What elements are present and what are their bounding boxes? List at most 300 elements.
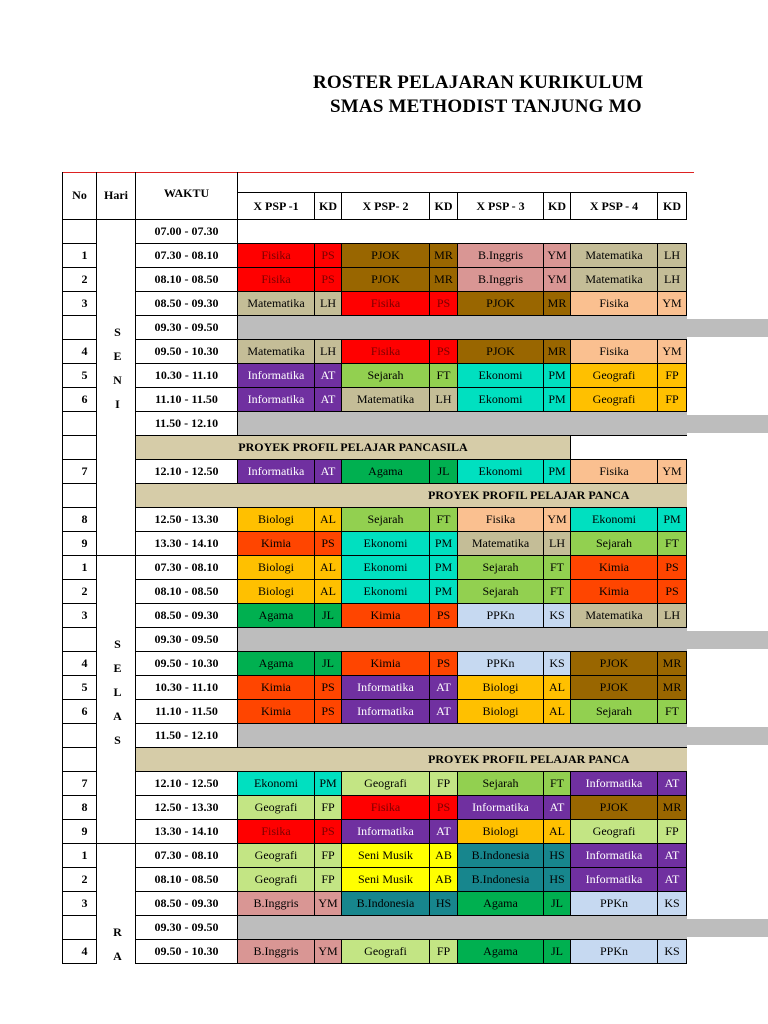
subject-cell: Kimia (238, 700, 315, 724)
subject-cell: Seni Musik (342, 844, 430, 868)
row-number: 3 (63, 604, 97, 628)
teacher-code-cell: MR (430, 268, 458, 292)
row-number-empty (63, 484, 97, 508)
schedule-row (63, 940, 687, 964)
subject-cell: Informatika (342, 676, 430, 700)
subject-cell: Fisika (342, 340, 430, 364)
header-kd-2: KD (430, 193, 458, 220)
teacher-code-cell: AT (430, 820, 458, 844)
schedule-row (63, 268, 687, 292)
teacher-code-cell: AT (658, 868, 687, 892)
time-slot: 10.30 - 11.10 (136, 676, 238, 700)
teacher-code-cell: FT (658, 700, 687, 724)
teacher-code-cell: MR (544, 340, 571, 364)
time-slot: 13.30 - 14.10 (136, 532, 238, 556)
subject-cell: Informatika (571, 844, 658, 868)
subject-cell: Sejarah (571, 700, 658, 724)
subject-cell: PPKn (571, 940, 658, 964)
subject-cell: Geografi (238, 868, 315, 892)
day-letter (97, 532, 136, 556)
header-class-4: X PSP - 4 (571, 193, 658, 220)
day-letter: L (97, 676, 136, 700)
time-slot: 09.30 - 09.50 (136, 316, 238, 340)
schedule-row (63, 388, 687, 412)
break-bar-extension (687, 319, 768, 337)
subject-cell: PJOK (458, 292, 544, 316)
day-letter: N (97, 364, 136, 388)
row-number: 7 (63, 772, 97, 796)
teacher-code-cell: FP (658, 388, 687, 412)
teacher-code-cell: LH (315, 340, 342, 364)
teacher-code-cell: HS (544, 844, 571, 868)
teacher-code-cell: JL (544, 892, 571, 916)
day-letter (97, 556, 136, 580)
proyek-banner: PROYEK PROFIL PELAJAR PANCA (136, 748, 687, 772)
time-slot: 11.50 - 12.10 (136, 412, 238, 436)
day-letter: S (97, 628, 136, 652)
teacher-code-cell: FP (658, 820, 687, 844)
subject-cell: PJOK (571, 652, 658, 676)
row-number: 4 (63, 652, 97, 676)
teacher-code-cell: FT (658, 532, 687, 556)
row-number: 1 (63, 844, 97, 868)
teacher-code-cell: JL (544, 940, 571, 964)
proyek-banner: PROYEK PROFIL PELAJAR PANCA (136, 484, 687, 508)
schedule-row (63, 652, 687, 676)
teacher-code-cell: YM (315, 892, 342, 916)
teacher-code-cell: PM (315, 772, 342, 796)
row-number: 1 (63, 556, 97, 580)
subject-cell: Sejarah (458, 556, 544, 580)
subject-cell: Matematika (571, 268, 658, 292)
subject-cell: Biologi (458, 700, 544, 724)
subject-cell: Fisika (238, 268, 315, 292)
subject-cell: Informatika (238, 388, 315, 412)
subject-cell: B.Indonesia (458, 868, 544, 892)
subject-cell: Informatika (238, 460, 315, 484)
break-bar (238, 724, 687, 748)
schedule-row (63, 724, 687, 748)
subject-cell: Ekonomi (458, 460, 544, 484)
schedule-row (63, 748, 687, 772)
schedule-row (63, 676, 687, 700)
day-letter: R (97, 916, 136, 940)
subject-cell: Informatika (238, 364, 315, 388)
time-slot: 11.50 - 12.10 (136, 724, 238, 748)
time-slot: 08.50 - 09.30 (136, 604, 238, 628)
row-number (63, 412, 97, 436)
time-slot: 07.30 - 08.10 (136, 844, 238, 868)
row-number: 9 (63, 532, 97, 556)
subject-cell: Informatika (342, 700, 430, 724)
subject-cell: B.Indonesia (342, 892, 430, 916)
row-number-empty (63, 436, 97, 460)
day-letter (97, 868, 136, 892)
teacher-code-cell: YM (544, 508, 571, 532)
row-number (63, 724, 97, 748)
teacher-code-cell: FT (430, 364, 458, 388)
subject-cell: Matematika (571, 244, 658, 268)
subject-cell: Ekonomi (238, 772, 315, 796)
subject-cell: Matematika (238, 292, 315, 316)
schedule-row (63, 892, 687, 916)
teacher-code-cell: AL (544, 676, 571, 700)
subject-cell: Seni Musik (342, 868, 430, 892)
teacher-code-cell: AT (430, 700, 458, 724)
schedule-row (63, 412, 687, 436)
teacher-code-cell: HS (544, 868, 571, 892)
subject-cell: Ekonomi (342, 556, 430, 580)
time-slot: 07.30 - 08.10 (136, 244, 238, 268)
subject-cell: Informatika (342, 820, 430, 844)
subject-cell: Sejarah (458, 772, 544, 796)
time-slot: 12.10 - 12.50 (136, 460, 238, 484)
row-number: 6 (63, 700, 97, 724)
day-letter (97, 604, 136, 628)
subject-cell: Fisika (342, 292, 430, 316)
day-letter (97, 268, 136, 292)
teacher-code-cell: PS (315, 700, 342, 724)
schedule-row (63, 820, 687, 844)
schedule-row (63, 916, 687, 940)
header-class-2: X PSP- 2 (342, 193, 430, 220)
break-bar (238, 628, 687, 652)
subject-cell: PJOK (571, 796, 658, 820)
teacher-code-cell: PS (658, 556, 687, 580)
subject-cell: Kimia (238, 676, 315, 700)
day-letter (97, 772, 136, 796)
teacher-code-cell: PS (430, 292, 458, 316)
subject-cell: Geografi (238, 796, 315, 820)
schedule-row (63, 460, 687, 484)
teacher-code-cell: FP (430, 772, 458, 796)
schedule-row (63, 436, 687, 460)
schedule-row (63, 364, 687, 388)
teacher-code-cell: AT (315, 364, 342, 388)
subject-cell: PJOK (458, 340, 544, 364)
teacher-code-cell: AB (430, 844, 458, 868)
schedule-row (63, 796, 687, 820)
schedule-row (63, 508, 687, 532)
subject-cell: Kimia (342, 652, 430, 676)
teacher-code-cell: YM (658, 292, 687, 316)
subject-cell: PPKn (571, 892, 658, 916)
teacher-code-cell: LH (544, 532, 571, 556)
roster-table (62, 172, 687, 964)
teacher-code-cell: AT (658, 844, 687, 868)
schedule-row (63, 484, 687, 508)
teacher-code-cell: MR (544, 292, 571, 316)
teacher-code-cell: MR (658, 796, 687, 820)
header-waktu: WAKTU (136, 172, 238, 220)
teacher-code-cell: AL (544, 820, 571, 844)
teacher-code-cell: YM (544, 268, 571, 292)
teacher-code-cell: AT (315, 388, 342, 412)
teacher-code-cell: FT (544, 772, 571, 796)
time-slot: 07.00 - 07.30 (136, 220, 238, 244)
day-letter: S (97, 316, 136, 340)
row-number: 7 (63, 460, 97, 484)
row-number: 5 (63, 364, 97, 388)
row-number (63, 916, 97, 940)
break-bar-extension (687, 631, 768, 649)
day-letter (97, 460, 136, 484)
row-number: 2 (63, 868, 97, 892)
day-column (97, 748, 136, 772)
time-slot: 09.50 - 10.30 (136, 652, 238, 676)
subject-cell: Agama (238, 652, 315, 676)
subject-cell: B.Indonesia (458, 844, 544, 868)
teacher-code-cell: LH (658, 604, 687, 628)
subject-cell: Matematika (238, 340, 315, 364)
row-number: 8 (63, 796, 97, 820)
row-number: 1 (63, 244, 97, 268)
header-no: No (63, 172, 97, 220)
row-number (63, 628, 97, 652)
teacher-code-cell: AT (430, 676, 458, 700)
schedule-row (63, 340, 687, 364)
subject-cell: Fisika (238, 244, 315, 268)
teacher-code-cell: AL (315, 508, 342, 532)
teacher-code-cell: PS (430, 340, 458, 364)
teacher-code-cell: YM (315, 940, 342, 964)
teacher-code-cell: PM (544, 388, 571, 412)
row-number: 2 (63, 268, 97, 292)
subject-cell: Informatika (571, 868, 658, 892)
teacher-code-cell: AT (658, 772, 687, 796)
subject-cell: Matematika (342, 388, 430, 412)
teacher-code-cell: PM (544, 460, 571, 484)
subject-cell: Fisika (571, 292, 658, 316)
subject-cell: Agama (238, 604, 315, 628)
time-slot: 07.30 - 08.10 (136, 556, 238, 580)
break-bar-extension (687, 727, 768, 745)
subject-cell: Agama (342, 460, 430, 484)
time-slot: 08.50 - 09.30 (136, 892, 238, 916)
time-slot: 13.30 - 14.10 (136, 820, 238, 844)
break-bar-extension (687, 415, 768, 433)
teacher-code-cell: AL (315, 580, 342, 604)
schedule-row (63, 532, 687, 556)
teacher-code-cell: KS (544, 604, 571, 628)
day-letter (97, 220, 136, 244)
teacher-code-cell: PM (658, 508, 687, 532)
schedule-row (63, 556, 687, 580)
row-number: 5 (63, 676, 97, 700)
day-letter (97, 292, 136, 316)
teacher-code-cell: AT (544, 796, 571, 820)
subject-cell: B.Inggris (238, 940, 315, 964)
subject-cell: Geografi (571, 388, 658, 412)
teacher-code-cell: JL (315, 652, 342, 676)
teacher-code-cell: PM (544, 364, 571, 388)
row-number: 9 (63, 820, 97, 844)
day-letter (97, 892, 136, 916)
day-letter: A (97, 940, 136, 964)
teacher-code-cell: FP (315, 844, 342, 868)
subject-cell: B.Inggris (458, 268, 544, 292)
teacher-code-cell: FT (430, 508, 458, 532)
day-letter: E (97, 652, 136, 676)
schedule-row (63, 772, 687, 796)
subject-cell: Ekonomi (458, 364, 544, 388)
teacher-code-cell: YM (544, 244, 571, 268)
subject-cell: Kimia (571, 580, 658, 604)
subject-cell: Matematika (458, 532, 544, 556)
header-hari: Hari (97, 172, 136, 220)
schedule-row (63, 316, 687, 340)
teacher-code-cell: PS (315, 676, 342, 700)
row-number: 4 (63, 340, 97, 364)
teacher-code-cell: LH (315, 292, 342, 316)
subject-cell: Ekonomi (342, 532, 430, 556)
subject-cell: Biologi (238, 556, 315, 580)
teacher-code-cell: PS (430, 652, 458, 676)
subject-cell: Biologi (238, 508, 315, 532)
subject-cell: Sejarah (458, 580, 544, 604)
teacher-code-cell: KS (658, 940, 687, 964)
teacher-code-cell: MR (658, 676, 687, 700)
subject-cell: Kimia (342, 604, 430, 628)
header-kd-1: KD (315, 193, 342, 220)
subject-cell: Geografi (571, 820, 658, 844)
subject-cell: PJOK (571, 676, 658, 700)
teacher-code-cell: AT (315, 460, 342, 484)
proyek-empty-cell (571, 436, 687, 460)
teacher-code-cell: PS (315, 244, 342, 268)
day-column (97, 484, 136, 508)
break-bar (238, 316, 687, 340)
header-row (63, 172, 687, 193)
subject-cell: Kimia (571, 556, 658, 580)
time-slot: 09.50 - 10.30 (136, 940, 238, 964)
subject-cell: B.Inggris (458, 244, 544, 268)
subject-cell: Biologi (238, 580, 315, 604)
teacher-code-cell: PS (430, 604, 458, 628)
subject-cell: Fisika (238, 820, 315, 844)
time-slot: 08.50 - 09.30 (136, 292, 238, 316)
time-slot: 09.50 - 10.30 (136, 340, 238, 364)
teacher-code-cell: MR (658, 652, 687, 676)
time-slot: 10.30 - 11.10 (136, 364, 238, 388)
time-slot: 08.10 - 08.50 (136, 580, 238, 604)
subject-cell: Sejarah (342, 364, 430, 388)
row-number: 8 (63, 508, 97, 532)
subject-cell: Biologi (458, 676, 544, 700)
subject-cell: Matematika (571, 604, 658, 628)
row-number: 4 (63, 940, 97, 964)
teacher-code-cell: LH (658, 244, 687, 268)
subject-cell: B.Inggris (238, 892, 315, 916)
school-name: SMAS METHODIST TANJUNG MO (330, 96, 642, 117)
teacher-code-cell: LH (658, 268, 687, 292)
day-letter (97, 508, 136, 532)
time-slot: 11.10 - 11.50 (136, 700, 238, 724)
day-letter (97, 820, 136, 844)
day-letter: E (97, 340, 136, 364)
day-letter (97, 412, 136, 436)
teacher-code-cell: PS (315, 268, 342, 292)
subject-cell: Fisika (571, 340, 658, 364)
subject-cell: Agama (458, 892, 544, 916)
header-spacer (238, 172, 687, 193)
teacher-code-cell: PS (658, 580, 687, 604)
teacher-code-cell: FP (430, 940, 458, 964)
time-slot: 08.10 - 08.50 (136, 868, 238, 892)
subject-cell: Informatika (571, 772, 658, 796)
subject-cell: Geografi (342, 772, 430, 796)
teacher-code-cell: KS (544, 652, 571, 676)
proyek-banner: PROYEK PROFIL PELAJAR PANCASILA (136, 436, 571, 460)
teacher-code-cell: LH (430, 388, 458, 412)
schedule-row (63, 220, 687, 244)
schedule-row (63, 604, 687, 628)
teacher-code-cell: JL (315, 604, 342, 628)
teacher-code-cell: HS (430, 892, 458, 916)
day-letter (97, 580, 136, 604)
teacher-code-cell: PS (315, 532, 342, 556)
schedule-row (63, 292, 687, 316)
day-column (97, 436, 136, 460)
teacher-code-cell: KS (658, 892, 687, 916)
subject-cell: Geografi (342, 940, 430, 964)
subject-cell: Sejarah (571, 532, 658, 556)
subject-cell: Informatika (458, 796, 544, 820)
day-letter: S (97, 724, 136, 748)
header-kd-3: KD (544, 193, 571, 220)
subject-cell: PPKn (458, 652, 544, 676)
header-kd-4: KD (658, 193, 687, 220)
schedule-row (63, 844, 687, 868)
teacher-code-cell: AB (430, 868, 458, 892)
teacher-code-cell: FT (544, 556, 571, 580)
day-letter: A (97, 700, 136, 724)
header-class-1: X PSP -1 (238, 193, 315, 220)
subject-cell: Ekonomi (571, 508, 658, 532)
day-letter (97, 796, 136, 820)
schedule-row (63, 700, 687, 724)
subject-cell: Ekonomi (458, 388, 544, 412)
subject-cell: Fisika (458, 508, 544, 532)
subject-cell: Biologi (458, 820, 544, 844)
teacher-code-cell: PM (430, 556, 458, 580)
row-number (63, 220, 97, 244)
teacher-code-cell: FP (315, 868, 342, 892)
teacher-code-cell: YM (658, 340, 687, 364)
subject-cell: PJOK (342, 268, 430, 292)
time-slot: 12.10 - 12.50 (136, 772, 238, 796)
teacher-code-cell: PM (430, 580, 458, 604)
subject-cell: Ekonomi (342, 580, 430, 604)
schedule-row (63, 244, 687, 268)
break-bar-extension (687, 919, 768, 937)
row-number: 3 (63, 892, 97, 916)
time-slot: 09.30 - 09.50 (136, 628, 238, 652)
day-letter (97, 244, 136, 268)
time-slot: 09.30 - 09.50 (136, 916, 238, 940)
row-number: 2 (63, 580, 97, 604)
break-bar (238, 412, 687, 436)
day-letter: I (97, 388, 136, 412)
time-slot: 08.10 - 08.50 (136, 268, 238, 292)
teacher-code-cell: AL (544, 700, 571, 724)
teacher-code-cell: AL (315, 556, 342, 580)
day-letter (97, 844, 136, 868)
teacher-code-cell: YM (658, 460, 687, 484)
teacher-code-cell: FP (658, 364, 687, 388)
teacher-code-cell: JL (430, 460, 458, 484)
schedule-row (63, 628, 687, 652)
